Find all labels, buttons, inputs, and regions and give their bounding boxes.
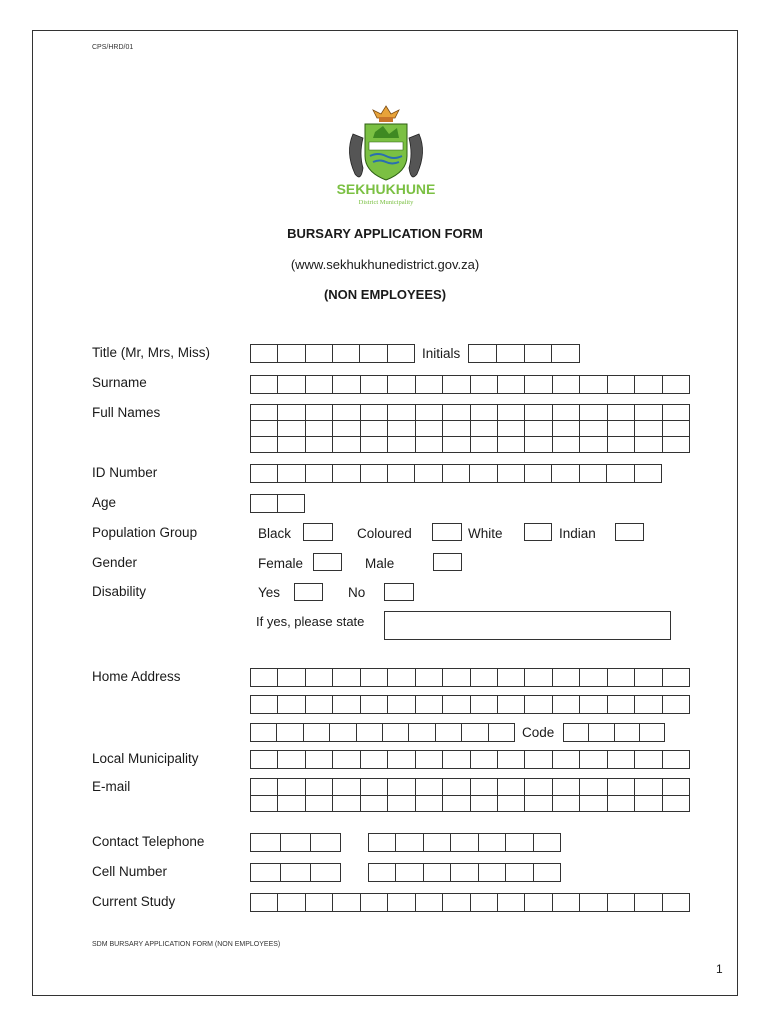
input-cell[interactable] — [488, 723, 515, 742]
input-cell[interactable] — [442, 695, 470, 714]
home-address-line-2[interactable] — [250, 695, 690, 714]
input-cell[interactable] — [552, 778, 580, 796]
population-option-white: White — [468, 526, 503, 541]
input-cell[interactable] — [276, 723, 303, 742]
input-cell[interactable] — [662, 420, 690, 437]
home-address-line-3[interactable] — [250, 723, 515, 742]
black-checkbox[interactable] — [303, 523, 333, 541]
disability-option-yes: Yes — [258, 585, 281, 600]
input-cell[interactable] — [497, 695, 525, 714]
input-cell[interactable] — [579, 750, 607, 769]
input-cell[interactable] — [305, 404, 333, 421]
input-cell[interactable] — [442, 420, 470, 437]
input-cell[interactable] — [360, 420, 388, 437]
input-cell[interactable] — [415, 778, 443, 796]
input-cell[interactable] — [524, 375, 552, 394]
input-cell[interactable] — [579, 893, 607, 912]
input-cell[interactable] — [470, 404, 498, 421]
input-cell[interactable] — [423, 833, 451, 852]
input-cell[interactable] — [579, 795, 607, 813]
input-cell[interactable] — [607, 404, 635, 421]
footer-text: SDM BURSARY APPLICATION FORM (NON EMPLOYEES) — [92, 941, 281, 948]
input-cell[interactable] — [579, 695, 607, 714]
input-cell[interactable] — [423, 863, 451, 882]
input-cell[interactable] — [614, 723, 640, 742]
input-cell[interactable] — [277, 436, 305, 453]
age-label: Age — [92, 495, 117, 510]
input-cell[interactable] — [524, 344, 553, 363]
input-cell[interactable] — [280, 833, 311, 852]
input-cell[interactable] — [387, 750, 415, 769]
input-cell[interactable] — [442, 795, 470, 813]
disability-label: Disability — [92, 584, 147, 599]
input-cell[interactable] — [250, 863, 281, 882]
input-cell[interactable] — [442, 668, 470, 687]
input-cell[interactable] — [524, 750, 552, 769]
input-cell[interactable] — [277, 893, 305, 912]
input-cell[interactable] — [310, 863, 341, 882]
input-cell[interactable] — [415, 436, 443, 453]
input-cell[interactable] — [277, 404, 305, 421]
input-cell[interactable] — [356, 723, 383, 742]
input-cell[interactable] — [524, 464, 552, 483]
input-cell[interactable] — [552, 893, 580, 912]
input-cell[interactable] — [450, 863, 478, 882]
cell-code-field[interactable] — [250, 863, 341, 882]
input-cell[interactable] — [387, 668, 415, 687]
population-option-indian: Indian — [559, 526, 596, 541]
input-cell[interactable] — [496, 344, 525, 363]
email-field[interactable] — [250, 778, 690, 812]
input-cell[interactable] — [552, 420, 580, 437]
input-cell[interactable] — [662, 795, 690, 813]
input-cell[interactable] — [634, 436, 662, 453]
input-cell[interactable] — [250, 750, 278, 769]
input-cell[interactable] — [387, 464, 415, 483]
population-option-coloured: Coloured — [357, 526, 412, 541]
input-cell[interactable] — [277, 494, 305, 513]
home-address-line-1[interactable] — [250, 668, 690, 687]
input-cell[interactable] — [332, 344, 360, 363]
input-cell[interactable] — [505, 863, 533, 882]
input-cell[interactable] — [305, 893, 333, 912]
input-cell[interactable] — [552, 375, 580, 394]
input-cell[interactable] — [305, 695, 333, 714]
input-cell[interactable] — [662, 668, 690, 687]
input-cell[interactable] — [524, 404, 552, 421]
cell-number-field[interactable] — [368, 863, 561, 882]
input-cell[interactable] — [497, 668, 525, 687]
input-cell[interactable] — [497, 750, 525, 769]
input-cell[interactable] — [662, 893, 690, 912]
input-cell[interactable] — [607, 436, 635, 453]
input-cell[interactable] — [579, 404, 607, 421]
input-cell[interactable] — [497, 795, 525, 813]
input-cell[interactable] — [250, 436, 278, 453]
input-cell[interactable] — [607, 750, 635, 769]
input-cell[interactable] — [277, 420, 305, 437]
input-cell[interactable] — [524, 420, 552, 437]
input-cell[interactable] — [332, 695, 360, 714]
input-cell[interactable] — [607, 420, 635, 437]
document-code: CPS/HRD/01 — [92, 44, 134, 51]
input-cell[interactable] — [662, 695, 690, 714]
input-cell[interactable] — [387, 778, 415, 796]
input-cell[interactable] — [552, 695, 580, 714]
input-cell[interactable] — [634, 795, 662, 813]
input-cell[interactable] — [277, 795, 305, 813]
input-cell[interactable] — [332, 778, 360, 796]
input-cell[interactable] — [579, 778, 607, 796]
input-cell[interactable] — [497, 375, 525, 394]
input-cell[interactable] — [387, 893, 415, 912]
sekhukhune-crest-logo — [333, 104, 439, 208]
input-cell[interactable] — [408, 723, 435, 742]
input-cell[interactable] — [277, 750, 305, 769]
postal-code-field[interactable] — [563, 723, 665, 742]
input-cell[interactable] — [579, 464, 607, 483]
input-cell[interactable] — [470, 778, 498, 796]
surname-field[interactable] — [250, 375, 690, 394]
input-cell[interactable] — [588, 723, 614, 742]
gender-option-female: Female — [258, 556, 304, 571]
input-cell[interactable] — [524, 668, 552, 687]
local-municipality-label: Local Municipality — [92, 751, 199, 766]
input-cell[interactable] — [332, 795, 360, 813]
input-cell[interactable] — [277, 695, 305, 714]
input-cell[interactable] — [442, 893, 470, 912]
input-cell[interactable] — [250, 795, 278, 813]
input-cell[interactable] — [250, 695, 278, 714]
input-cell[interactable] — [395, 833, 423, 852]
id-number-field[interactable] — [250, 464, 662, 483]
input-cell[interactable] — [470, 750, 498, 769]
input-cell[interactable] — [415, 695, 443, 714]
input-cell[interactable] — [606, 464, 634, 483]
input-cell[interactable] — [305, 436, 333, 453]
input-cell[interactable] — [280, 863, 311, 882]
input-cell[interactable] — [329, 723, 356, 742]
input-cell[interactable] — [478, 833, 506, 852]
input-cell[interactable] — [442, 750, 470, 769]
title-field[interactable] — [250, 344, 415, 363]
surname-label: Surname — [92, 375, 147, 390]
input-cell[interactable] — [368, 833, 396, 852]
input-cell[interactable] — [332, 420, 360, 437]
input-cell[interactable] — [415, 893, 443, 912]
input-cell[interactable] — [360, 464, 388, 483]
input-cell[interactable] — [442, 375, 470, 394]
telephone-number-field[interactable] — [368, 833, 561, 852]
input-cell[interactable] — [607, 795, 635, 813]
input-cell[interactable] — [524, 795, 552, 813]
input-cell[interactable] — [332, 750, 360, 769]
input-cell[interactable] — [470, 668, 498, 687]
disability-details-field[interactable] — [384, 611, 671, 640]
input-cell[interactable] — [468, 344, 497, 363]
male-checkbox[interactable] — [433, 553, 462, 571]
input-cell[interactable] — [634, 375, 662, 394]
form-title: BURSARY APPLICATION FORM — [287, 226, 483, 241]
input-cell[interactable] — [579, 668, 607, 687]
disability-option-no: No — [348, 585, 366, 600]
full-names-field[interactable] — [250, 404, 690, 453]
input-cell[interactable] — [579, 436, 607, 453]
input-cell[interactable] — [415, 404, 443, 421]
input-cell[interactable] — [497, 420, 525, 437]
input-cell[interactable] — [470, 375, 498, 394]
input-cell[interactable] — [552, 795, 580, 813]
input-cell[interactable] — [639, 723, 665, 742]
disability-no-checkbox[interactable] — [384, 583, 414, 601]
input-cell[interactable] — [634, 668, 662, 687]
input-cell[interactable] — [415, 795, 443, 813]
input-cell[interactable] — [563, 723, 589, 742]
input-cell[interactable] — [305, 795, 333, 813]
input-cell[interactable] — [551, 344, 580, 363]
input-cell[interactable] — [305, 464, 333, 483]
input-cell[interactable] — [250, 668, 278, 687]
disability-state-label: If yes, please state — [256, 614, 365, 629]
initials-label: Initials — [422, 346, 461, 361]
input-cell[interactable] — [579, 375, 607, 394]
input-cell[interactable] — [634, 420, 662, 437]
input-cell[interactable] — [552, 668, 580, 687]
local-municipality-field[interactable] — [250, 750, 690, 769]
input-cell[interactable] — [277, 668, 305, 687]
input-cell[interactable] — [305, 420, 333, 437]
input-cell[interactable] — [552, 750, 580, 769]
input-cell[interactable] — [360, 404, 388, 421]
input-cell[interactable] — [607, 893, 635, 912]
cell-number-label: Cell Number — [92, 864, 168, 879]
input-cell[interactable] — [533, 863, 561, 882]
input-cell[interactable] — [470, 436, 498, 453]
input-cell[interactable] — [360, 375, 388, 394]
input-cell[interactable] — [250, 344, 278, 363]
input-cell[interactable] — [387, 436, 415, 453]
title-label: Title (Mr, Mrs, Miss) — [92, 345, 210, 360]
input-cell[interactable] — [360, 750, 388, 769]
input-cell[interactable] — [360, 436, 388, 453]
input-cell[interactable] — [497, 404, 525, 421]
input-cell[interactable] — [360, 795, 388, 813]
disability-yes-checkbox[interactable] — [294, 583, 323, 601]
input-cell[interactable] — [552, 404, 580, 421]
input-cell[interactable] — [524, 695, 552, 714]
input-cell[interactable] — [277, 464, 305, 483]
input-cell[interactable] — [497, 778, 525, 796]
input-cell[interactable] — [662, 404, 690, 421]
input-cell[interactable] — [387, 420, 415, 437]
input-cell[interactable] — [607, 695, 635, 714]
input-cell[interactable] — [332, 404, 360, 421]
input-cell[interactable] — [662, 375, 690, 394]
telephone-code-field[interactable] — [250, 833, 341, 852]
current-study-field[interactable] — [250, 893, 690, 912]
input-cell[interactable] — [450, 833, 478, 852]
input-cell[interactable] — [387, 404, 415, 421]
input-cell[interactable] — [442, 436, 470, 453]
logo-name: SEKHUKHUNE — [336, 181, 436, 197]
input-cell[interactable] — [332, 893, 360, 912]
input-cell[interactable] — [415, 375, 443, 394]
input-cell[interactable] — [387, 375, 415, 394]
input-cell[interactable] — [305, 750, 333, 769]
input-cell[interactable] — [442, 464, 470, 483]
input-cell[interactable] — [305, 668, 333, 687]
input-cell[interactable] — [360, 668, 388, 687]
input-cell[interactable] — [470, 420, 498, 437]
input-cell[interactable] — [250, 778, 278, 796]
email-label: E-mail — [92, 779, 131, 794]
input-cell[interactable] — [442, 778, 470, 796]
input-cell[interactable] — [277, 375, 305, 394]
input-cell[interactable] — [305, 778, 333, 796]
id-number-label: ID Number — [92, 465, 158, 480]
input-cell[interactable] — [332, 668, 360, 687]
input-cell[interactable] — [461, 723, 488, 742]
population-group-label: Population Group — [92, 525, 198, 540]
input-cell[interactable] — [435, 723, 462, 742]
page-number: 1 — [716, 962, 723, 976]
input-cell[interactable] — [305, 344, 333, 363]
female-checkbox[interactable] — [313, 553, 342, 571]
input-cell[interactable] — [303, 723, 330, 742]
full-names-label: Full Names — [92, 405, 161, 420]
input-cell[interactable] — [415, 668, 443, 687]
initials-field[interactable] — [468, 344, 580, 363]
logo-subtitle: District Municipality — [358, 199, 414, 206]
website-url: (www.sekhukhunedistrict.gov.za) — [290, 257, 480, 272]
input-cell[interactable] — [634, 750, 662, 769]
input-cell[interactable] — [332, 436, 360, 453]
gender-label: Gender — [92, 555, 138, 570]
input-cell[interactable] — [414, 464, 442, 483]
input-cell[interactable] — [551, 464, 579, 483]
input-cell[interactable] — [250, 375, 278, 394]
input-cell[interactable] — [382, 723, 409, 742]
coloured-checkbox[interactable] — [432, 523, 462, 541]
home-address-label: Home Address — [92, 669, 181, 684]
input-cell[interactable] — [533, 833, 561, 852]
input-cell[interactable] — [250, 464, 278, 483]
input-cell[interactable] — [387, 695, 415, 714]
input-cell[interactable] — [662, 750, 690, 769]
input-cell[interactable] — [277, 778, 305, 796]
input-cell[interactable] — [634, 404, 662, 421]
input-cell[interactable] — [662, 778, 690, 796]
input-cell[interactable] — [524, 436, 552, 453]
input-cell[interactable] — [634, 464, 662, 483]
postal-code-label: Code — [522, 725, 555, 740]
input-cell[interactable] — [387, 344, 415, 363]
input-cell[interactable] — [360, 778, 388, 796]
white-checkbox[interactable] — [524, 523, 552, 541]
input-cell[interactable] — [607, 668, 635, 687]
input-cell[interactable] — [607, 778, 635, 796]
gender-option-male: Male — [365, 556, 395, 571]
input-cell[interactable] — [470, 795, 498, 813]
input-cell[interactable] — [662, 436, 690, 453]
input-cell[interactable] — [250, 833, 281, 852]
input-cell[interactable] — [277, 344, 305, 363]
input-cell[interactable] — [524, 778, 552, 796]
input-cell[interactable] — [415, 420, 443, 437]
input-cell[interactable] — [250, 723, 277, 742]
input-cell[interactable] — [497, 436, 525, 453]
input-cell[interactable] — [332, 375, 360, 394]
input-cell[interactable] — [359, 344, 387, 363]
indian-checkbox[interactable] — [615, 523, 644, 541]
input-cell[interactable] — [395, 863, 423, 882]
input-cell[interactable] — [470, 695, 498, 714]
input-cell[interactable] — [607, 375, 635, 394]
input-cell[interactable] — [634, 893, 662, 912]
current-study-label: Current Study — [92, 894, 176, 909]
input-cell[interactable] — [387, 795, 415, 813]
input-cell[interactable] — [478, 863, 506, 882]
input-cell[interactable] — [634, 778, 662, 796]
input-cell[interactable] — [497, 464, 525, 483]
contact-telephone-label: Contact Telephone — [92, 834, 205, 849]
input-cell[interactable] — [250, 404, 278, 421]
input-cell[interactable] — [305, 375, 333, 394]
input-cell[interactable] — [310, 833, 341, 852]
input-cell[interactable] — [415, 750, 443, 769]
input-cell[interactable] — [524, 893, 552, 912]
input-cell[interactable] — [505, 833, 533, 852]
audience-note: (NON EMPLOYEES) — [323, 287, 447, 302]
input-cell[interactable] — [470, 893, 498, 912]
input-cell[interactable] — [332, 464, 360, 483]
input-cell[interactable] — [634, 695, 662, 714]
input-cell[interactable] — [497, 893, 525, 912]
input-cell[interactable] — [368, 863, 396, 882]
population-option-black: Black — [258, 526, 292, 541]
age-field[interactable] — [250, 494, 305, 513]
input-cell[interactable] — [250, 893, 278, 912]
input-cell[interactable] — [469, 464, 497, 483]
input-cell[interactable] — [360, 893, 388, 912]
input-cell[interactable] — [579, 420, 607, 437]
input-cell[interactable] — [552, 436, 580, 453]
input-cell[interactable] — [360, 695, 388, 714]
input-cell[interactable] — [250, 494, 278, 513]
input-cell[interactable] — [250, 420, 278, 437]
input-cell[interactable] — [442, 404, 470, 421]
